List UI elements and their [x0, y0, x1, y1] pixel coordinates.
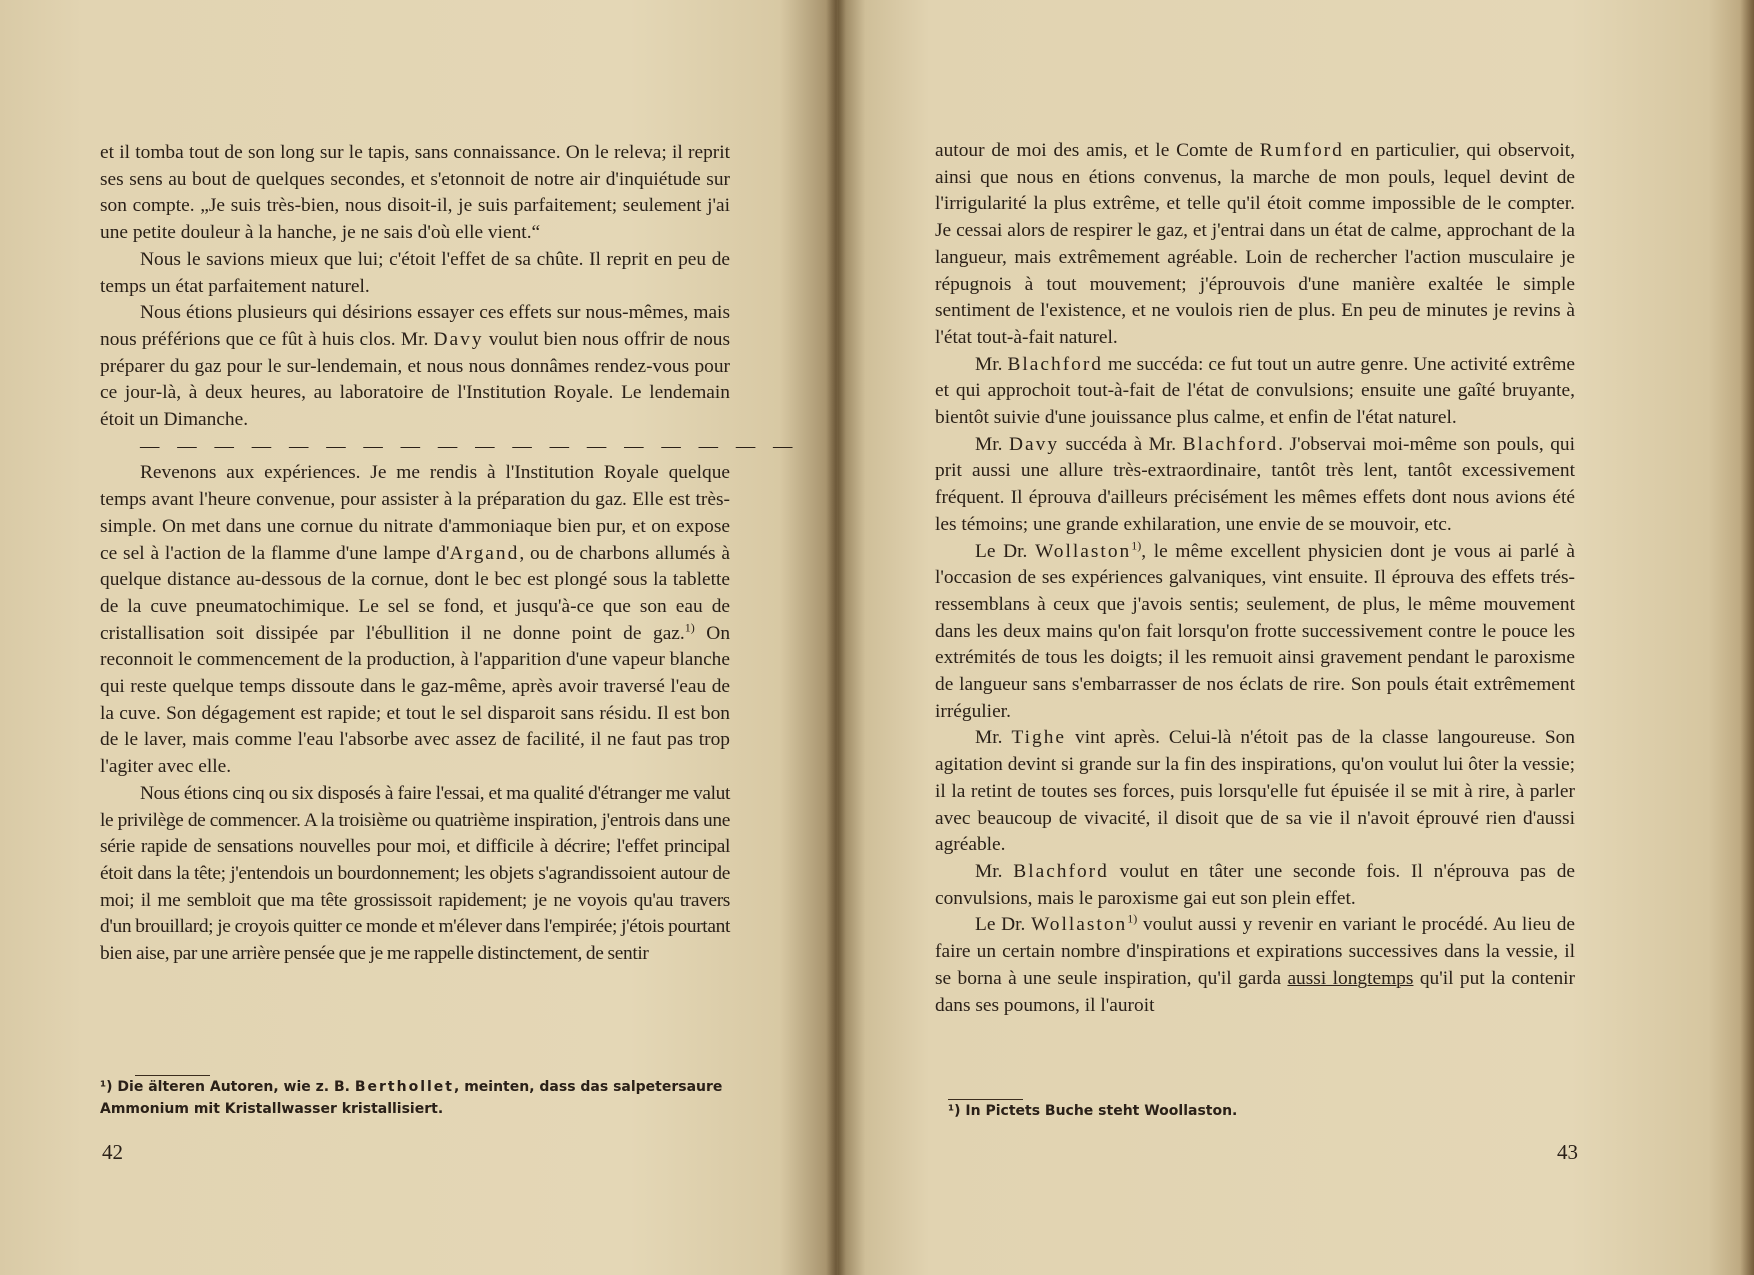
paragraph: et il tomba tout de son long sur le tapis, sans connaissance. On le releva; il reprit ses sens au bout de quelques secondes, et s'etonnoit de notre air d'inquiétude sur son compte. „Je suis très-bien, nous disoit-il, je suis parfaitement; seulement j'ai une petite douleur à la hanche, je ne sais d'où elle vient.“ [100, 142, 730, 244]
right-page [838, 0, 1754, 1275]
person-name: Wollaston [1035, 540, 1132, 562]
left-page [0, 0, 838, 1275]
person-name: Blachford [1182, 433, 1279, 455]
footnote: ¹) In Pictets Buche steht Woollaston. [948, 1103, 1238, 1119]
paragraph: Nous le savions mieux que lui; c'étoit l'effet de sa chûte. Il reprit en peu de temps un état parfaitement naturel. [100, 248, 730, 297]
person-name: Davy [1009, 433, 1060, 455]
page-number: 42 [102, 1140, 123, 1164]
paragraph: Nous étions cinq ou six disposés à faire l'essai, et ma qualité d'étranger me valut le privilège de commencer. A la troisième ou quatrième inspiration, j'entrois dans une série rapide de sensations nouvelles pour moi, et difficile à décrire; l'effet principal étoit dans la tête; j'entendois un bourdonnement; les objets s'agrandissoient autour de moi; il me sembloit que ma tête grossissoit rapidement; je ne voyois qu'au travers d'un brouillard; je croyois quitter ce monde et m'élever dans l'empirée; j'étois pourtant bien aise, par une arrière pensée que je me rappelle distinctement, de sentir [100, 782, 730, 965]
person-name: Blachford [1013, 860, 1109, 882]
person-name: Davy [433, 328, 484, 350]
paragraph: Revenons aux expériences. Je me rendis à l'Institution Royale quelque temps avant l'heure convenue, pour assister à la préparation du gaz. Elle est très-simple. On met dans une cornue du nitrate d'ammoniaque bien pur, et on expose ce sel à l'action de la flamme d'une lampe d'Argand, ou de charbons allumés à quelque distance au-dessous de la cornue, dont le bec est plongé sous la tablette de la cuve pneumatochimique. Le sel se fond, et jusqu'à-ce que son eau de cristallisation soit dissipée par l'ébullition il ne donne point de gaz.$^{1)}$ On reconnoit le commencement de la production, à l'apparition d'une vapeur blanche qui reste quelque temps dissoute dans le gaz-même, après avoir traversé l'eau de la cuve. Son dégagement est rapide; et tout le sel disparoit sans résidu. Il est bon de le laver, mais comme l'eau l'absorbe avec assez de facilité, il ne faut pas trop l'agiter avec elle. [100, 462, 731, 778]
page-number: 43 [1557, 1140, 1578, 1164]
paragraph: Le Dr. Wollaston$^{1)}$ voulut aussi y revenir en variant le procédé. Au lieu de faire un certain nombre d'inspirations et expirations successives dans la vessie, il se borna à une seule inspiration, qu'il garda aussi longtemps qu'il put la contenir dans ses poumons, il l'auroit [935, 911, 1575, 1016]
person-name: Berthollet [354, 1079, 454, 1095]
paragraph: Mr. Tighe vint après. Celui-là n'étoit pas de la classe langoureuse. Son agitation devint si grande sur la fin des inspirations, qu'on voulut lui ôter la vessie; il la retint de toutes ses forces, puis lorsqu'elle fut épuisée il se mit à rire, à parler avec beaucoup de vivacité, il disoit que de sa vie il n'avoit éprouvé rien d'aussi agréable. [935, 727, 1576, 856]
book-gutter [826, 0, 846, 1275]
page-edge-shadow [1740, 0, 1754, 1275]
paragraph: Mr. Blachford voulut en tâter une seconde fois. Il n'éprouva pas de convulsions, mais le paroxisme gai eut son plein effet. [935, 860, 1575, 909]
underlined-text: aussi longtemps [1287, 967, 1414, 989]
paragraph: Mr. Blachford me succéda: ce fut tout un autre genre. Une activité extrême et qui approchoit tout-à-fait de l'état de convulsions; ensuite une gaîté bruyante, bientôt suivie d'une jouissance plus calme, et enfin de l'état naturel. [935, 353, 1576, 429]
footnote-reference: 1) [684, 620, 695, 635]
person-name: Argand [449, 542, 520, 564]
footnote-reference: 1) [1131, 538, 1142, 553]
paragraph: Le Dr. Wollaston$^{1)}$, le même excellent physicien dont je vous ai parlé à l'occasion de ses expériences galvaniques, vint ensuite. Il éprouva des effets trés-ressemblans à ceux que j'avois sentis; seulement, de plus, le même mouvement dans les deux mains qu'on fait lorsqu'on frotte successivement contre le pouce les extrémités de tous les doigts; il les remuoit ainsi gravement pendant le paroxisme de langueur sans s'embarrasser de nos éclats de rire. Son pouls était extrêmement irrégulier. [935, 538, 1575, 722]
paragraph: Nous étions plusieurs qui désirions essayer ces effets sur nous-mêmes, mais nous préférions que ce fût à huis clos. Mr. Davy voulut bien nous offrir de nous préparer du gaz pour le sur-lendemain, et nous nous donnâmes rendez-vous pour ce jour-là, à deux heures, au laboratoire de l'Institution Royale. Le lendemain étoit un Dimanche. [100, 302, 731, 431]
person-name: Blachford [1007, 353, 1104, 375]
paragraph: autour de moi des amis, et le Comte de Rumford en particulier, qui observoit, ainsi que nous en étions convenus, la marche de mon pouls, lequel devint de l'irrigularité la plus extrême, et telle qu'il étoit comme impossible de le compter. Je cessai alors de respirer le gaz, et j'entrai dans un état de calme, approchant de la langueur, mais extrêmement agréable. Loin de rechercher l'action musculaire je répugnois à tout mouvement; j'éprouvois d'une manière exaltée le simple sentiment de l'existence, et ne voulois rien de plus. En peu de minutes je revins à l'état tout-à-fait naturel. [935, 140, 1575, 348]
section-divider: — — — — — — — — — — — — — — — — — — [140, 435, 799, 457]
right-page-body [935, 138, 1575, 1019]
person-name: Tighe [1011, 727, 1067, 749]
footnote-reference: 1) [1127, 911, 1138, 926]
person-name: Rumford [1259, 140, 1344, 161]
footnote: ¹) Die älteren Autoren, wie z. B. Berthollet, meinten, dass das salpetersaure Ammonium mit Kristallwasser kristallisiert. [100, 1079, 723, 1117]
paragraph: Mr. Davy succéda à Mr. Blachford. J'observai moi-même son pouls, qui prit aussi une allure très-extraordinaire, tantôt très lent, tantôt excessivement fréquent. Il éprouva d'ailleurs précisément les mêmes effets dont nous avions été les témoins; une grande exhilaration, une envie de se mouvoir, etc. [935, 433, 1575, 535]
left-page-body [100, 140, 799, 968]
person-name: Wollaston [1031, 914, 1128, 936]
